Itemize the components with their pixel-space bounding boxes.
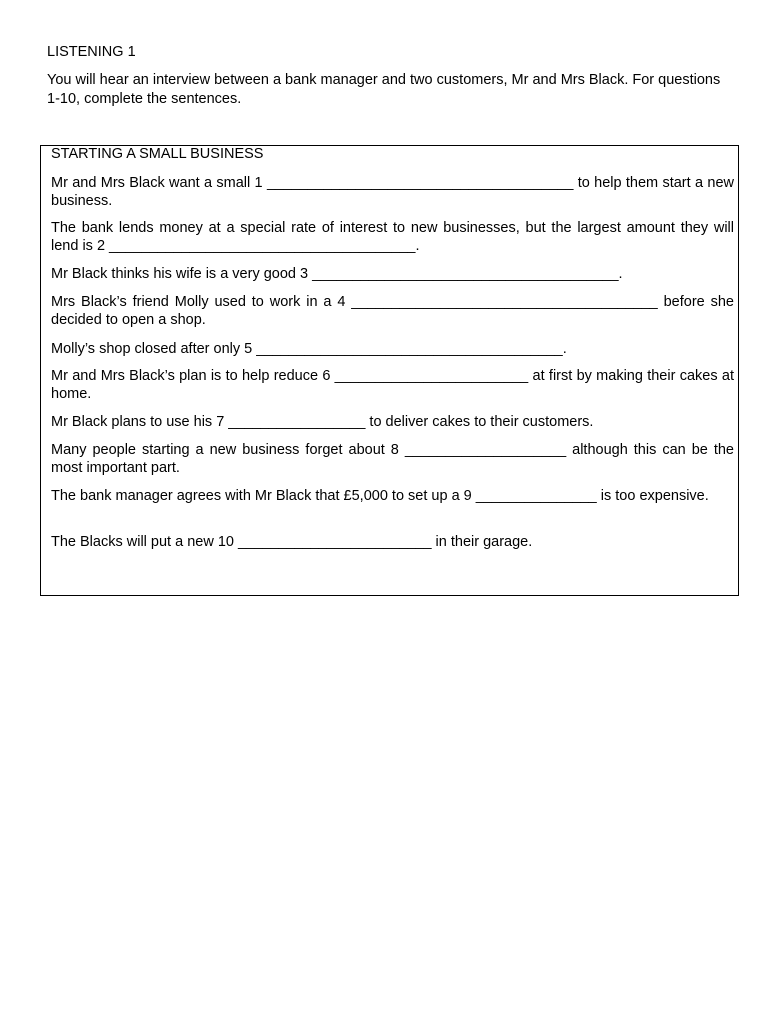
question-3: Mr Black thinks his wife is a very good 3 ______________________________________. [51, 266, 623, 282]
question-6: Mr and Mrs Black’s plan is to help reduce 6 ________________________ at first by making their cakes at home. [51, 368, 734, 402]
question-4: Mrs Black’s friend Molly used to work in a 4 ______________________________________ before she decided to open a shop. [51, 294, 734, 328]
question-7: Mr Black plans to use his 7 _________________ to deliver cakes to their customers. [51, 414, 594, 430]
question-5: Molly’s shop closed after only 5 ______________________________________. [51, 341, 567, 357]
instructions-text: You will hear an interview between a bank manager and two customers, Mr and Mrs Black. For questions 1-10, complete the sentences. [47, 72, 721, 107]
question-2: The bank lends money at a special rate of interest to new businesses, but the largest amount they will lend is 2 ______________________________________. [51, 220, 734, 254]
question-10: The Blacks will put a new 10 ________________________ in their garage. [51, 534, 533, 550]
question-8: Many people starting a new business forget about 8 ____________________ although this can be the most important part. [51, 442, 734, 476]
question-1: Mr and Mrs Black want a small 1 ______________________________________ to help them start a new business. [51, 175, 734, 209]
question-9: The bank manager agrees with Mr Black that £5,000 to set up a 9 _______________ is too expensive. [51, 488, 709, 504]
questions-box [40, 145, 739, 596]
page-heading: LISTENING 1 [47, 44, 136, 60]
box-title: STARTING A SMALL BUSINESS [51, 146, 264, 162]
